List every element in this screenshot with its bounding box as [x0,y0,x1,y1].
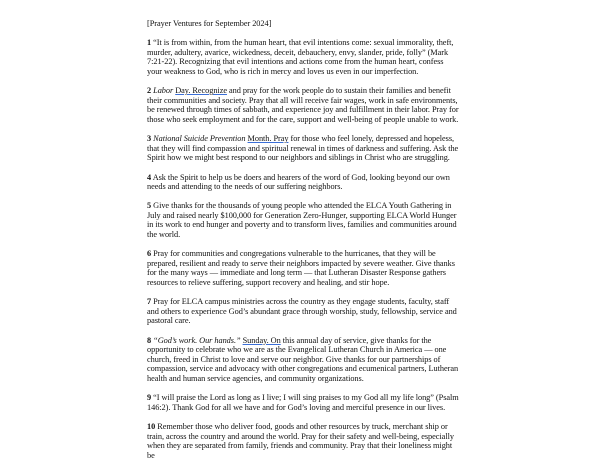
paragraph-text: this annual day of service, give thanks for the opportunity to celebrate who we are as the Evangelical Lutheran Church in America — one church, freed in Christ to love and serve our neighbor. Give thanks for our partnerships of compassion, service and advocacy with other congregations and ecumenical partners, Lutheran health and human service agencies, and community organizations. [147,335,459,383]
spellcheck-flagged-text[interactable]: Month. Pray [247,134,289,144]
paragraph-number: 10 [147,421,156,431]
document-page[interactable] [147,19,459,470]
paragraph-text: and pray for the work people do to sustain their families and benefit their communities and society. Pray that all will receive fair wages, work in safe environments, be renewed through times of sabbath, and experience joy and fulfillment in their labor. Pray for those who seek employment and for the care, support and well-being of people unable to work. [147,86,459,124]
paragraph-text: Ask the Spirit to help us be doers and hearers of the word of God, looking beyond our own needs and attending to the needs of our suffering neighbors. [147,172,450,192]
paragraph-italic-title: Labor [153,86,174,96]
paragraph-number: 2 [147,86,152,96]
paragraph-text: Pray for communities and congregations vulnerable to the hurricanes, that they will be prepared, resilient and ready to serve their neighbors impacted by severe weather. Give thanks for the many ways — immediate and long term — that Lutheran Disaster Response gathers resources to relieve suffering, support recovery and healing, and stir hope. [147,249,455,288]
paragraph-text: for those who feel lonely, depressed and hopeless, that they will find compassion and spiritual renewal in times of darkness and suffering. Ask the Spirit how we might best respond to our neighbors and siblings in Christ who are struggling. [147,134,459,163]
prayer-paragraph-7 [147,297,459,326]
paragraph-number: 4 [147,172,152,182]
spellcheck-flagged-text[interactable]: Sunday. On [242,335,281,345]
spellcheck-flagged-text[interactable]: Day. Recognize [175,86,227,96]
paragraph-italic-title: National Suicide Prevention [153,134,246,144]
prayer-paragraph-4 [147,173,459,192]
prayer-paragraph-9 [147,393,459,412]
paragraph-text: Pray for ELCA campus ministries across the country as they engage students, faculty, staff and others to experience God’s abundant grace through worship, study, fellowship, service and pastoral care. [147,297,457,326]
prayer-paragraph-1 [147,38,459,76]
document-header: [Prayer Ventures for September 2024] [147,19,272,28]
prayer-paragraph-6 [147,249,459,287]
paragraph-text: Remember those who deliver food, goods and other resources by truck, merchant ship or train, across the country and around the world. Pray for their safety and well-being, especially when they are separated from family, friends and community. Pray that their loneliness might be [147,421,454,460]
paragraph-number: 7 [147,297,152,307]
prayer-paragraph-8 [147,336,459,384]
paragraph-italic-title: “God’s work. Our hands.” [153,335,241,345]
paragraph-number: 8 [147,335,152,345]
paragraph-number: 1 [147,38,152,48]
prayer-paragraph-5 [147,201,459,239]
paragraph-text: “I will praise the Lord as long as I live; I will sing praises to my God all my life long” (Psalm 146:2). Thank God for all we have and for God’s loving and merciful presence in our lives. [147,393,459,412]
paragraph-text: Give thanks for the thousands of young people who attended the ELCA Youth Gathering in July and raised nearly $100,000 for Generation Zero-Hunger, supporting ELCA World Hunger in its work to end hunger and poverty and to transform lives, families and communities around the world. [147,201,457,240]
prayer-paragraph-3 [147,134,459,163]
prayer-paragraph-10 [147,422,459,460]
paragraph-text: “It is from within, from the human heart, that evil intentions come: sexual immorality, theft, murder, adultery, avarice, wickedness, deceit, debauchery, envy, slander, pride, folly” (Mark 7:21-22). Recognizing that evil intentions and actions come from the human heart, confess your weakness to God, who is rich in mercy and loves us even in our imperfection. [147,38,454,76]
prayer-paragraph-2 [147,86,459,124]
paragraph-number: 9 [147,393,152,403]
paragraph-number: 3 [147,134,152,144]
paragraph-number: 5 [147,201,152,211]
paragraph-number: 6 [147,249,152,259]
